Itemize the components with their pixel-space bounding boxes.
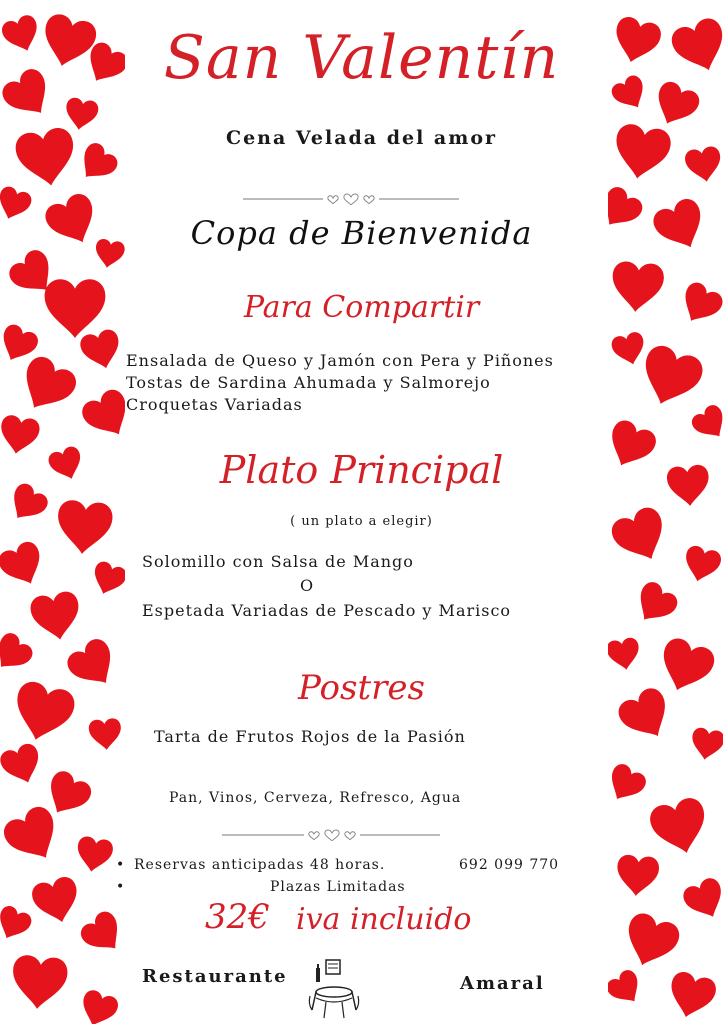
dessert-item: Tarta de Frutos Rojos de la Pasión bbox=[154, 727, 466, 746]
main-option-separator: O bbox=[300, 576, 314, 595]
section-heading-desserts: Postres bbox=[298, 668, 425, 708]
main-option-2: Espetada Variadas de Pescado y Marisco bbox=[142, 601, 512, 620]
sharing-list bbox=[126, 350, 723, 416]
reservations-note: Reservas anticipadas 48 horas. bbox=[134, 857, 386, 873]
list-item bbox=[116, 876, 616, 898]
info-list bbox=[116, 854, 616, 898]
main-option-1: Solomillo con Salsa de Mango bbox=[142, 552, 414, 571]
ornament-divider bbox=[222, 826, 440, 844]
drinks-line: Pan, Vinos, Cerveza, Refresco, Agua bbox=[169, 790, 462, 806]
heart-icon bbox=[309, 830, 355, 841]
ornament-divider bbox=[243, 190, 459, 208]
page-title: San Valentín bbox=[163, 23, 560, 93]
price-tax-label: iva incluido bbox=[296, 902, 472, 937]
section-heading-sharing: Para Compartir bbox=[243, 290, 480, 325]
phone-number[interactable]: 692 099 770 bbox=[459, 857, 560, 873]
main-course-note: ( un plato a elegir) bbox=[290, 514, 433, 529]
footer-restaurant-label: Restaurante bbox=[142, 966, 288, 987]
heart-icon bbox=[328, 194, 374, 205]
section-heading-main: Plato Principal bbox=[219, 448, 504, 492]
price-amount: 32€ bbox=[205, 897, 270, 937]
page-subtitle: Cena Velada del amor bbox=[225, 127, 498, 149]
list-item: Ensalada de Queso y Jamón con Pera y Piñones bbox=[126, 351, 554, 370]
list-item bbox=[116, 854, 616, 876]
footer-restaurant-name: Amaral bbox=[460, 973, 545, 994]
list-item: Croquetas Variadas bbox=[126, 395, 303, 414]
limited-seats-note: • Plazas Limitadas bbox=[270, 879, 406, 895]
restaurant-table-icon bbox=[306, 958, 362, 1020]
welcome-drink: Copa de Bienvenida bbox=[190, 214, 533, 252]
list-item: Tostas de Sardina Ahumada y Salmorejo bbox=[126, 373, 491, 392]
